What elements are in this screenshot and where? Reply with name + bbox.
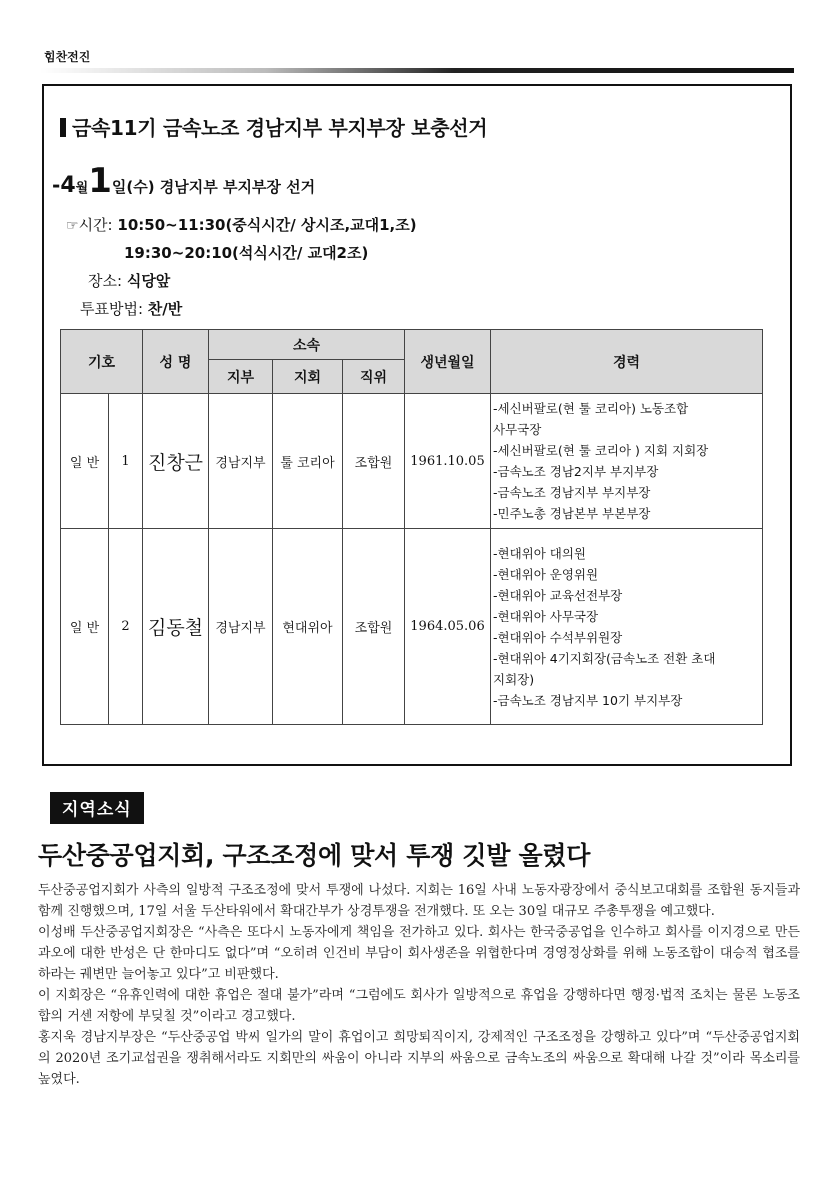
date-description: 일(수) 경남지부 부지부장 선거 xyxy=(111,178,316,196)
notice-title-text: 금속11기 금속노조 경남지부 부지부장 보충선거 xyxy=(72,116,488,140)
date-day: 1 xyxy=(88,161,112,201)
candidate-number: 2 xyxy=(109,529,143,725)
pointing-hand-icon: ☞ xyxy=(66,218,79,234)
candidate-career xyxy=(491,529,763,725)
time-row-2 xyxy=(124,242,368,263)
time-row xyxy=(66,214,417,235)
candidate-birth: 1961.10.05 xyxy=(405,394,491,529)
publication-name: 힘찬전진 xyxy=(44,50,91,64)
header-affiliation: 소속 xyxy=(209,330,405,360)
candidate-category: 일 반 xyxy=(61,529,109,725)
candidate-branch: 경남지부 xyxy=(209,529,273,725)
candidate-position: 조합원 xyxy=(343,529,405,725)
place-row xyxy=(88,270,170,291)
header-symbol: 기호 xyxy=(61,330,143,394)
header-position: 직위 xyxy=(343,360,405,394)
header-birth: 생년월일 xyxy=(405,330,491,394)
election-date xyxy=(52,161,316,201)
candidate-number: 1 xyxy=(109,394,143,529)
candidate-local: 현대위아 xyxy=(273,529,343,725)
career-item: -현대위아 수석부위원장 xyxy=(493,629,623,645)
career-item: -세신버팔로(현 툴 코리아) 노동조합 xyxy=(493,401,689,416)
career-item: 사무국장 xyxy=(493,422,542,437)
place-label: 장소: xyxy=(88,272,123,290)
career-item: -금속노조 경남지부 부지부장 xyxy=(493,485,651,500)
article-paragraph: 두산중공업지회가 사측의 일방적 구조조정에 맞서 투쟁에 나섰다. 지회는 16일 사내 노동자광장에서 중식보고대회를 조합원 동지들과 함께 진행했으며, 17일 서울 두산타워에서 확대간부가 상경투쟁을 전개했다. 또 오는 30일 대규모 주총투쟁을 예고했다. xyxy=(38,883,800,919)
article-paragraph: 이성배 두산중공업지회장은 “사측은 또다시 노동자에게 책임을 전가하고 있다. 회사는 한국중공업을 인수하고 회사를 이지경으로 만든 과오에 대한 반성은 단 한마디도 없다”며 “오히려 인건비 부담이 회사생존을 위협한다며 경영정상화를 위해 노동조합이 대승적 협조를 하라는 궤변만 늘어놓고 있다”고 비판했다. xyxy=(38,925,800,982)
article-paragraph: 홍지욱 경남지부장은 “두산중공업 박씨 일가의 말이 휴업이고 희망퇴직이지, 강제적인 구조조정을 강행하고 있다”며 “두산중공업지회의 2020년 조기교섭권을 쟁취해서라도 지회만의 싸움이 아니라 지부의 싸움으로 금속노조의 싸움으로 확대해 나갈 것”이라 목소리를 높였다. xyxy=(38,1030,800,1087)
article-body xyxy=(38,880,800,1090)
candidate-name: 김동철 xyxy=(143,529,209,725)
time-value-2: 19:30~20:10(석식시간/ 교대2조) xyxy=(124,244,369,262)
career-item: 지회장) xyxy=(493,671,535,687)
table-header-row xyxy=(61,330,763,360)
career-item: -금속노조 경남2지부 부지부장 xyxy=(493,464,659,479)
date-dash: - xyxy=(52,173,61,197)
career-item: -현대위아 교육선전부장 xyxy=(493,587,623,603)
candidate-position: 조합원 xyxy=(343,394,405,529)
vote-value: 찬/반 xyxy=(147,300,183,318)
career-item: -금속노조 경남지부 10기 부지부장 xyxy=(493,692,683,708)
career-item: -민주노총 경남본부 부본부장 xyxy=(493,506,651,521)
career-item: -현대위아 대의원 xyxy=(493,545,587,561)
title-bullet-icon xyxy=(60,118,66,137)
table-row xyxy=(61,529,763,725)
notice-title xyxy=(60,112,487,141)
candidate-name: 진창근 xyxy=(143,394,209,529)
candidate-table xyxy=(60,329,763,725)
table-row xyxy=(61,394,763,529)
header-career: 경력 xyxy=(491,330,763,394)
article-headline: 두산중공업지회, 구조조정에 맞서 투쟁 깃발 올렸다 xyxy=(38,841,591,870)
candidate-birth: 1964.05.06 xyxy=(405,529,491,725)
career-item: -현대위아 사무국장 xyxy=(493,608,599,624)
vote-label: 투표방법: xyxy=(80,300,144,318)
place-value: 식당앞 xyxy=(126,272,171,290)
career-item: -세신버팔로(현 툴 코리아 ) 지회 지회장 xyxy=(493,443,709,458)
time-value-1: 10:50~11:30(중식시간/ 상시조,교대1,조) xyxy=(117,216,417,234)
date-month: 4 xyxy=(60,173,76,198)
date-month-unit: 월 xyxy=(75,181,89,196)
section-tag: 지역소식 xyxy=(50,792,144,824)
vote-row xyxy=(80,298,182,319)
header-branch: 지부 xyxy=(209,360,273,394)
article-paragraph: 이 지회장은 “유휴인력에 대한 휴업은 절대 불가”라며 “그럼에도 회사가 일방적으로 휴업을 강행하다면 행정·법적 조치는 물론 노동조합의 거센 저항에 부딪칠 것”이라고 경고했다. xyxy=(38,988,800,1024)
candidate-branch: 경남지부 xyxy=(209,394,273,529)
header-name: 성 명 xyxy=(143,330,209,394)
candidate-category: 일 반 xyxy=(61,394,109,529)
header-local: 지회 xyxy=(273,360,343,394)
career-item: -현대위아 운영위원 xyxy=(493,566,599,582)
career-item: -현대위아 4기지회장(금속노조 전환 초대 xyxy=(493,650,716,666)
header-rule xyxy=(40,68,794,73)
candidate-local: 툴 코리아 xyxy=(273,394,343,529)
time-label: 시간: xyxy=(78,216,113,234)
candidate-career xyxy=(491,394,763,529)
